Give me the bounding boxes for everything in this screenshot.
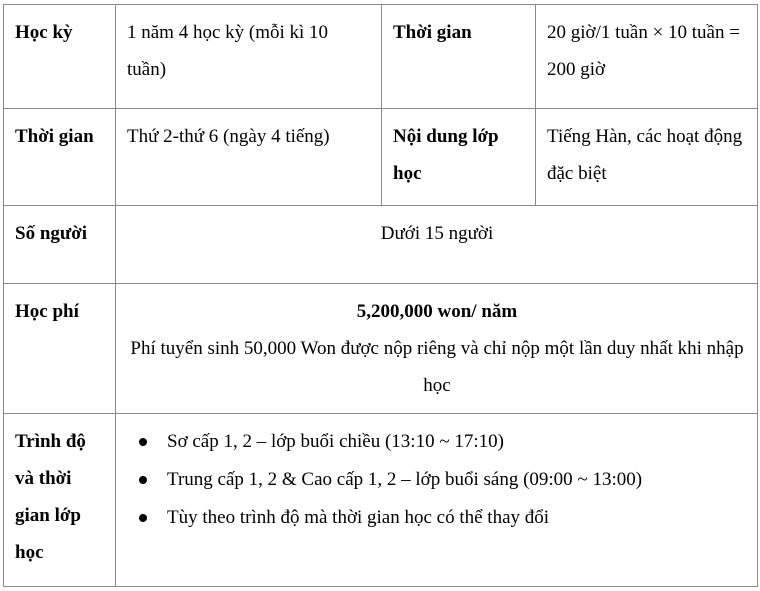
tuition-label: Học phí — [4, 284, 116, 414]
levels-label: Trình độ và thời gian lớp học — [4, 414, 116, 587]
duration-value: 20 giờ/1 tuần × 10 tuần = 200 giờ — [536, 5, 758, 109]
schedule-value: Thứ 2-thứ 6 (ngày 4 tiếng) — [116, 109, 382, 206]
levels-list — [127, 423, 747, 537]
levels-cell — [116, 414, 758, 587]
tuition-cell — [116, 284, 758, 414]
content-label: Nội dung lớp học — [382, 109, 536, 206]
row-tuition — [4, 284, 758, 414]
program-info-table — [3, 4, 758, 587]
class-size-label: Số người — [4, 206, 116, 284]
duration-label: Thời gian — [382, 5, 536, 109]
list-item: Tùy theo trình độ mà thời gian học có thể thay đổi — [167, 499, 747, 537]
class-size-value: Dưới 15 người — [116, 206, 758, 284]
list-item: Trung cấp 1, 2 & Cao cấp 1, 2 – lớp buổi sáng (09:00 ~ 13:00) — [167, 461, 747, 499]
semester-value: 1 năm 4 học kỳ (mỗi kì 10 tuần) — [116, 5, 382, 109]
list-item: Sơ cấp 1, 2 – lớp buổi chiều (13:10 ~ 17:10) — [167, 423, 747, 461]
row-semester — [4, 5, 758, 109]
row-class-size — [4, 206, 758, 284]
tuition-note: Phí tuyển sinh 50,000 Won được nộp riêng và chỉ nộp một lần duy nhất khi nhập học — [130, 338, 744, 396]
row-levels — [4, 414, 758, 587]
content-value: Tiếng Hàn, các hoạt động đặc biệt — [536, 109, 758, 206]
schedule-label: Thời gian — [4, 109, 116, 206]
row-schedule — [4, 109, 758, 206]
tuition-fee: 5,200,000 won/ năm — [356, 301, 518, 322]
semester-label: Học kỳ — [4, 5, 116, 109]
